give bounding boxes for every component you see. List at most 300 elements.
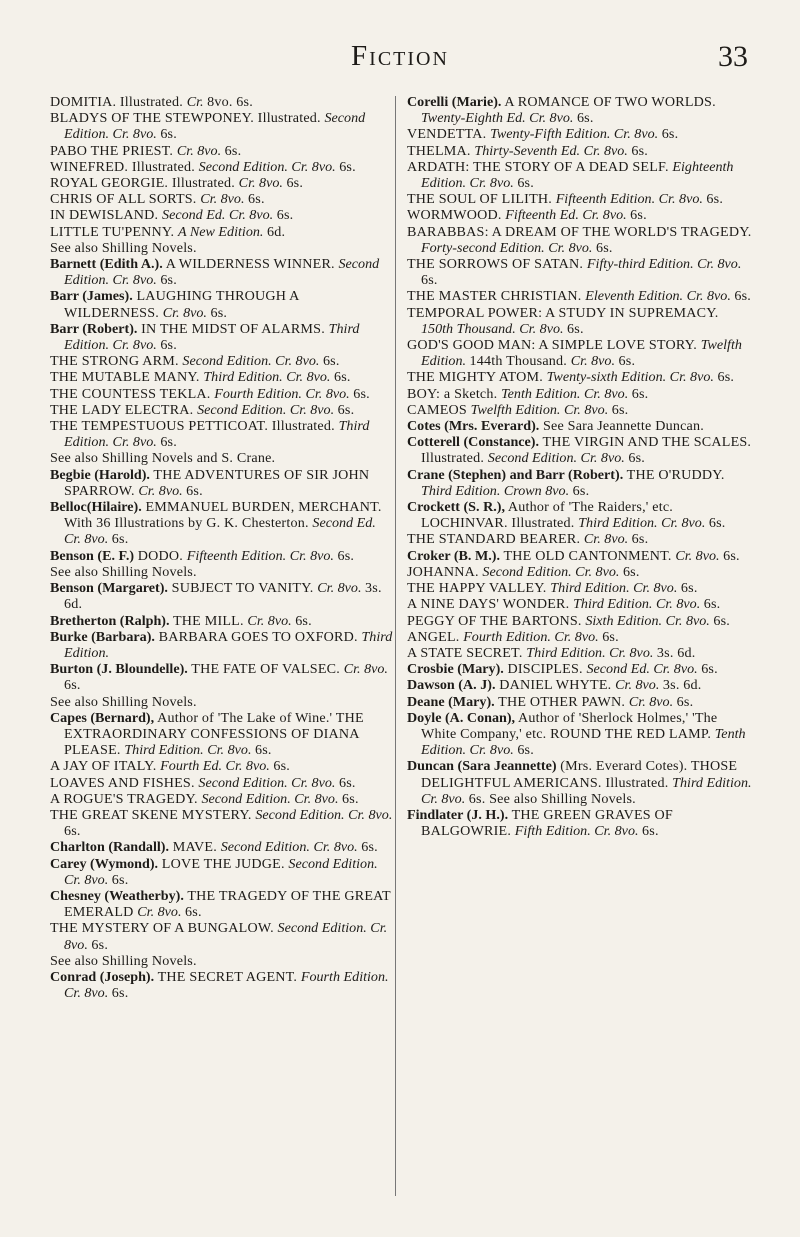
entry-text: BLADYS OF THE STEWPONEY. Illustrated. — [50, 110, 325, 127]
catalogue-entry — [50, 386, 395, 402]
entry-text: DODO. — [134, 547, 187, 564]
entry-text: See also Shilling Novels. — [50, 563, 197, 580]
catalogue-entry — [50, 775, 395, 791]
edition-info: Fourth Ed. Cr. 8vo. — [160, 758, 274, 775]
catalogue-entry — [407, 207, 752, 223]
right-column — [407, 94, 752, 839]
author-name: Barr (Robert). — [50, 320, 138, 337]
entry-text: 6s. — [421, 272, 438, 289]
catalogue-entry — [407, 369, 752, 385]
edition-info: Fifteenth Edition. Cr. 8vo. — [555, 191, 707, 208]
edition-info: Second Edition. Cr. 8vo. — [482, 563, 623, 580]
entry-text: 6s. — [248, 191, 265, 208]
entry-text: 6s. — [611, 401, 629, 418]
entry-text: Author of 'The Lake of Wine.' THE EXTRAORDINARY CONFESSIONS OF DIANA PLEASE. — [64, 709, 364, 759]
entry-text: SUBJECT TO VANITY. — [167, 580, 318, 597]
catalogue-entry — [407, 337, 752, 369]
entry-text: 6s. — [622, 563, 640, 580]
author-name: Charlton (Randall). — [50, 839, 170, 856]
edition-info: Second Edition. Cr. 8vo. — [64, 110, 366, 143]
edition-info: Third Edition. Cr. 8vo. — [573, 596, 704, 613]
entry-text: 6s. — [703, 596, 721, 613]
edition-info: Twelfth Edition. Cr. 8vo. — [470, 401, 612, 418]
catalogue-entry — [407, 694, 752, 710]
entry-text: 6s. — [111, 871, 129, 888]
entry-text: THE O'RUDDY. — [623, 466, 725, 483]
edition-info: Second Edition. Cr. 8vo. — [255, 806, 393, 823]
entry-text: DISCIPLES. — [503, 661, 587, 678]
catalogue-entry — [50, 418, 395, 450]
entry-text: 6s. — [210, 304, 228, 321]
edition-info: Third Edition. Cr. 8vo. — [526, 644, 657, 661]
author-name: Chesney (Weatherby). — [50, 887, 184, 904]
entry-text: See Sara Jeannette Duncan. — [539, 418, 704, 435]
edition-info: Cr. 8vo. — [162, 304, 211, 321]
edition-info: Second Ed. Cr. 8vo. — [64, 515, 376, 548]
catalogue-entry — [407, 467, 752, 499]
edition-info: Third Edition. Cr. 8vo. — [421, 774, 752, 807]
entry-text: 6s. — [723, 547, 740, 564]
edition-info: Cr. 8vo. — [176, 142, 225, 159]
catalogue-entry — [407, 402, 752, 418]
catalogue-entry — [50, 353, 395, 369]
entry-text: THE SECRET AGENT. — [154, 968, 301, 985]
catalogue-entry — [407, 256, 752, 288]
entry-text: THE SORROWS OF SATAN. — [407, 256, 587, 273]
catalogue-entry — [50, 143, 395, 159]
author-name: Dawson (A. J). — [407, 677, 496, 694]
entry-text: TEMPORAL POWER: A STUDY IN SUPREMACY. — [407, 304, 719, 321]
entry-text: 6s. — [255, 742, 272, 759]
entry-text: 6s. — [576, 110, 594, 127]
entry-text: See also Shilling Novels and S. Crane. — [50, 450, 276, 467]
catalogue-entry — [50, 548, 395, 564]
catalogue-entry — [407, 807, 752, 839]
entry-text: THE HAPPY VALLEY. — [407, 580, 551, 597]
entry-text: A WILDERNESS WINNER. — [162, 256, 339, 273]
entry-text: 6s. — [342, 790, 359, 807]
author-name: Burke (Barbara). — [50, 628, 155, 645]
catalogue-entry — [407, 143, 752, 159]
edition-info: A New Edition. — [177, 223, 267, 240]
entry-text: THE STRONG ARM. — [50, 353, 183, 370]
entry-text: IN THE MIDST OF ALARMS. — [137, 320, 329, 337]
entry-text: 6s. — [572, 482, 590, 499]
catalogue-entry — [407, 434, 752, 466]
edition-info: Cr. 8vo. — [247, 612, 296, 629]
author-name: Crane (Stephen) and Barr (Robert). — [407, 466, 624, 483]
entry-text: 6s. — [160, 434, 177, 451]
entry-text: BARABBAS: A DREAM OF THE WORLD'S TRAGEDY. — [407, 223, 752, 240]
entry-text: 6s. — [353, 385, 370, 402]
entry-text: CHRIS OF ALL SORTS. — [50, 191, 201, 208]
entry-text: THE TEMPESTUOUS PETTICOAT. Illustrated. — [50, 418, 339, 435]
catalogue-entry — [407, 613, 752, 629]
edition-info: Twenty-Eighth Ed. Cr. 8vo. — [421, 110, 577, 127]
entry-text: THE COUNTESS TEKLA. — [50, 385, 215, 402]
entry-text: 6s. — [631, 385, 649, 402]
edition-info: Cr. 8vo. — [343, 661, 388, 678]
author-name: Crosbie (Mary). — [407, 661, 504, 678]
edition-info: Third Edition. Cr. 8vo. — [64, 418, 370, 451]
entry-text: 6s. — [517, 175, 534, 192]
entry-text: JOHANNA. — [407, 563, 483, 580]
entry-text: 6s. — [680, 580, 698, 597]
catalogue-entry — [50, 661, 395, 693]
entry-text: LITTLE TU'PENNY. — [50, 223, 178, 240]
entry-text: 6s. — [322, 353, 340, 370]
entry-text: 6s. — [186, 482, 203, 499]
entry-text: 6s. — [337, 401, 355, 418]
catalogue-entry — [407, 191, 752, 207]
edition-info: Thirty-Seventh Ed. Cr. 8vo. — [474, 142, 632, 159]
edition-info: Second Edition. Cr. 8vo. — [182, 353, 323, 370]
entry-text: PABO THE PRIEST. — [50, 142, 177, 159]
edition-info: Cr. 8vo. — [138, 482, 187, 499]
edition-info: Fifty-third Edition. Cr. 8vo. — [586, 256, 742, 273]
catalogue-entry — [50, 450, 395, 466]
page-header — [0, 40, 800, 84]
entry-text: LOAVES AND FISHES. — [50, 774, 199, 791]
author-name: Corelli (Marie). — [407, 94, 502, 110]
author-name: Findlater (J. H.). — [407, 806, 509, 823]
edition-info: Second Edition. Cr. 8vo. — [64, 855, 378, 888]
entry-text: (Mrs. Everard Cotes). THOSE DELIGHTFUL AMERICANS. Illustrated. — [421, 758, 738, 791]
edition-info: Cr. 8vo. — [238, 175, 287, 192]
author-name: Barr (James). — [50, 288, 133, 305]
entry-text: 6s. — [567, 320, 584, 337]
entry-text: 6s. — [185, 904, 202, 921]
edition-info: Second Ed. Cr. 8vo. — [586, 661, 702, 678]
catalogue-entry — [407, 580, 752, 596]
entry-text: LAUGHING THROUGH A WILDERNESS. — [64, 288, 299, 321]
edition-info: Third Edition. — [64, 628, 393, 661]
entry-text: THE MILL. — [169, 612, 248, 629]
entry-text: A ROGUE'S TRAGEDY. — [50, 790, 202, 807]
catalogue-entry — [407, 159, 752, 191]
entry-text: 6s. — [160, 272, 177, 289]
entry-text: 6s. — [111, 531, 129, 548]
edition-info: Tenth Edition. Cr. 8vo. — [501, 385, 632, 402]
edition-info: Cr. 8vo. — [583, 531, 632, 548]
catalogue-entry — [50, 191, 395, 207]
catalogue-entry — [407, 629, 752, 645]
entry-text: 6s. — [661, 126, 679, 143]
catalogue-entry — [50, 467, 395, 499]
author-name: Burton (J. Bloundelle). — [50, 661, 188, 678]
entry-text: THE OTHER PAWN. — [494, 693, 629, 710]
catalogue-entry — [50, 839, 395, 855]
entry-text: THE MUTABLE MANY. — [50, 369, 204, 386]
catalogue-entry — [50, 758, 395, 774]
entry-text: 6s. — [713, 612, 730, 629]
entry-text: THE STANDARD BEARER. — [407, 531, 584, 548]
edition-info: Cr. 8vo. — [137, 904, 186, 921]
entry-text: A ROMANCE OF TWO WORLDS. — [501, 94, 716, 110]
entry-text: THE LADY ELECTRA. — [50, 401, 198, 418]
edition-info: Eleventh Edition. Cr. 8vo. — [585, 288, 735, 305]
edition-info: Second Edition. Cr. 8vo. — [487, 450, 629, 467]
catalogue-entry — [50, 110, 395, 142]
edition-info: Third Edition. Cr. 8vo. — [64, 320, 360, 354]
author-name: Benson (E. F.) — [50, 547, 135, 564]
entry-text: Author of 'The Raiders,' etc. LOCHINVAR. Illustrated. — [421, 499, 674, 532]
entry-text: A JAY OF ITALY. — [50, 758, 161, 775]
edition-info: 150th Thousand. Cr. 8vo. — [421, 320, 568, 337]
entry-text: 6s. — [517, 742, 534, 759]
entry-text: 6s. — [618, 353, 636, 370]
entry-text: 6s. — [361, 839, 378, 856]
catalogue-entry — [50, 629, 395, 661]
edition-info: Second Edition. Cr. 8vo. — [220, 839, 362, 856]
catalogue-entry — [407, 564, 752, 580]
entry-text: A STATE SECRET. — [407, 644, 527, 661]
author-name: Croker (B. M.). — [407, 547, 501, 564]
catalogue-entry — [50, 402, 395, 418]
edition-info: Cr. — [186, 94, 208, 110]
catalogue-entry — [407, 548, 752, 564]
catalogue-entry — [50, 580, 395, 612]
entry-text: DOMITIA. Illustrated. — [50, 94, 187, 110]
entry-text: 6s. — [717, 369, 735, 386]
page-number: 33 — [718, 40, 748, 73]
catalogue-entry — [407, 305, 752, 337]
entry-text: See also Shilling Novels. — [50, 952, 197, 969]
catalogue-entry — [407, 677, 752, 693]
entry-text: 6s. — [337, 547, 355, 564]
edition-info: Fourth Edition. Cr. 8vo. — [64, 968, 389, 1002]
catalogue-entry — [50, 969, 395, 1001]
catalogue-entry — [50, 920, 395, 952]
catalogue-entry — [50, 613, 395, 629]
edition-info: Second Ed. Cr. 8vo. — [162, 207, 277, 224]
author-name: Benson (Margaret). — [50, 580, 168, 597]
entry-text: IN DEWISLAND. — [50, 207, 163, 224]
entry-text: WORMWOOD. — [407, 207, 506, 224]
entry-text: GOD'S GOOD MAN: A SIMPLE LOVE STORY. — [407, 337, 701, 354]
catalogue-entry — [50, 207, 395, 223]
entry-text: ROYAL GEORGIE. Illustrated. — [50, 175, 239, 192]
entry-text: 6s. — [333, 369, 351, 386]
edition-info: Second Edition. Cr. 8vo. — [198, 774, 339, 791]
edition-info: Second Edition. Cr. 8vo. — [198, 158, 340, 175]
entry-text: ARDATH: THE STORY OF A DEAD SELF. — [407, 158, 673, 175]
author-name: Barnett (Edith A.). — [50, 256, 163, 273]
entry-text: 6s. — [708, 515, 726, 532]
entry-text: 6s. — [160, 126, 177, 143]
entry-text: EMMANUEL BURDEN, MERCHANT. With 36 Illustrations by G. K. Chesterton. — [64, 499, 382, 532]
entry-text: Author of 'Sherlock Holmes,' 'The White Company,' etc. ROUND THE RED LAMP. — [421, 709, 718, 742]
entry-text: 6s. — [224, 142, 242, 159]
catalogue-entry — [50, 224, 395, 240]
entry-text: THE GREEN GRAVES OF BALGOWRIE. — [421, 806, 673, 840]
edition-info: Cr. 8vo. — [615, 677, 663, 694]
catalogue-entry — [50, 288, 395, 320]
entry-text: THE MASTER CHRISTIAN. — [407, 288, 586, 305]
entry-text: THE SOUL OF LILITH. — [407, 191, 556, 208]
entry-text: THE MIGHTY ATOM. — [407, 369, 547, 386]
catalogue-entry — [407, 661, 752, 677]
entry-text: BARBARA GOES TO OXFORD. — [154, 628, 362, 645]
catalogue-entry — [407, 224, 752, 256]
entry-text: 6s. See also Shilling Novels. — [468, 790, 636, 807]
edition-info: Cr. 8vo. — [628, 693, 677, 710]
catalogue-entry — [50, 888, 395, 920]
entry-text: 6s. — [631, 531, 649, 548]
entry-text: A NINE DAYS' WONDER. — [407, 596, 574, 613]
edition-info: Second Edition. Cr. 8vo. — [197, 401, 338, 418]
catalogue-entry — [50, 321, 395, 353]
entry-text: 3s. 6d. — [656, 644, 696, 661]
catalogue-entry — [407, 710, 752, 759]
edition-info: Second Edition. Cr. 8vo. — [64, 256, 380, 289]
entry-text: See also Shilling Novels. — [50, 693, 197, 710]
catalogue-entry — [50, 856, 395, 888]
entry-text: 3s. 6d. — [662, 677, 702, 694]
catalogue-entry — [407, 645, 752, 661]
catalogue-entry — [50, 953, 395, 969]
edition-info: Cr. 8vo. — [317, 580, 366, 597]
catalogue-entry — [50, 159, 395, 175]
author-name: Duncan (Sara Jeannette) — [407, 758, 557, 775]
entry-text: 6s. — [602, 628, 619, 645]
author-name: Capes (Bernard), — [50, 709, 155, 726]
edition-info: Fifteenth Edition. Cr. 8vo. — [186, 547, 338, 564]
entry-text: MAVE. — [169, 839, 221, 856]
edition-info: Fifteenth Ed. Cr. 8vo. — [505, 207, 631, 224]
author-name: Cotterell (Constance). — [407, 434, 540, 451]
entry-text: CAMEOS — [407, 401, 471, 418]
author-name: Cotes (Mrs. Everard). — [407, 418, 540, 435]
edition-info: Cr. 8vo. — [200, 191, 249, 208]
entry-text: THELMA. — [407, 142, 475, 159]
author-name: Carey (Wymond). — [50, 855, 159, 872]
entry-text: WINEFRED. Illustrated. — [50, 158, 199, 175]
author-name: Deane (Mary). — [407, 693, 495, 710]
catalogue-entry — [407, 386, 752, 402]
edition-info: Third Edition. Cr. 8vo. — [550, 580, 681, 597]
author-name: Doyle (A. Conan), — [407, 709, 516, 726]
catalogue-entry — [407, 126, 752, 142]
entry-text: 6s. — [676, 693, 694, 710]
entry-text: 6s. — [706, 191, 724, 208]
entry-text: 6s. — [64, 823, 81, 840]
entry-text: 3s. 6d. — [64, 580, 382, 613]
edition-info: Third Edition. Crown 8vo. — [421, 482, 573, 499]
entry-text: 6s. — [286, 175, 304, 192]
catalogue-entry — [50, 694, 395, 710]
edition-info: Fourth Edition. Cr. 8vo. — [214, 385, 354, 402]
edition-info: Sixth Edition. Cr. 8vo. — [585, 612, 714, 629]
edition-info: Cr. 8vo. — [570, 353, 619, 370]
entry-text: PEGGY OF THE BARTONS. — [407, 612, 586, 629]
catalogue-entry — [407, 499, 752, 531]
entry-text: THE TRAGEDY OF THE GREAT EMERALD — [64, 887, 391, 921]
edition-info: Fifth Edition. Cr. 8vo. — [514, 823, 643, 840]
catalogue-entry — [407, 418, 752, 434]
entry-text: 6s. — [595, 239, 613, 256]
edition-info: Forty-second Edition. Cr. 8vo. — [421, 239, 596, 256]
edition-info: Third Edition. Cr. 8vo. — [203, 369, 334, 386]
author-name: Belloc(Hilaire). — [50, 499, 142, 516]
entry-text: 6s. — [111, 985, 129, 1002]
entry-text: THE VIRGIN AND THE SCALES. Illustrated. — [421, 434, 752, 467]
edition-info: Twelfth Edition. — [421, 337, 742, 370]
catalogue-entry — [407, 531, 752, 547]
entry-text: 6s. — [631, 142, 648, 159]
author-name: Bretherton (Ralph). — [50, 612, 170, 629]
entry-text: THE ADVENTURES OF SIR JOHN SPARROW. — [64, 466, 370, 499]
entry-text: 6s. — [273, 758, 290, 775]
entry-text: BOY: a Sketch. — [407, 385, 502, 402]
catalogue-entry — [50, 564, 395, 580]
entry-text: THE GREAT SKENE MYSTERY. — [50, 806, 256, 823]
entry-text: DANIEL WHYTE. — [495, 677, 616, 694]
author-name: Crockett (S. R.), — [407, 499, 505, 516]
catalogue-entry — [50, 175, 395, 191]
entry-text: 6d. — [266, 223, 286, 240]
entry-text: THE OLD CANTONMENT. — [500, 547, 676, 564]
entry-text: 6s. — [628, 450, 645, 467]
entry-text: See also Shilling Novels. — [50, 239, 197, 256]
edition-info: Fourth Edition. Cr. 8vo. — [463, 628, 603, 645]
edition-info: Twenty-sixth Edition. Cr. 8vo. — [546, 369, 718, 386]
entry-text: 6s. — [339, 158, 356, 175]
author-name: Begbie (Harold). — [50, 466, 150, 483]
entry-text: VENDETTA. — [407, 126, 491, 143]
entry-text: 6s. — [295, 612, 312, 629]
edition-info: Second Edition. Cr. 8vo. — [201, 790, 343, 807]
edition-info: Tenth Edition. Cr. 8vo. — [421, 725, 746, 759]
edition-info: Twenty-Fifth Edition. Cr. 8vo. — [490, 126, 662, 143]
entry-text: 8vo. 6s. — [207, 94, 253, 110]
entry-text: THE MYSTERY OF A BUNGALOW. — [50, 920, 278, 937]
catalogue-entry — [50, 710, 395, 759]
left-column — [50, 94, 395, 1001]
catalogue-entry — [50, 94, 395, 110]
entry-text: 6s. — [64, 677, 81, 694]
catalogue-entry — [50, 499, 395, 548]
edition-info: Second Edition. Cr. 8vo. — [64, 920, 388, 953]
edition-info: Third Edition. Cr. 8vo. — [578, 515, 709, 532]
catalogue-entry — [50, 240, 395, 256]
catalogue-entry — [407, 288, 752, 304]
running-head: Fiction — [351, 40, 449, 72]
catalogue-entry — [407, 596, 752, 612]
edition-info: Third Edition. Cr. 8vo. — [124, 742, 255, 759]
entry-text: 6s. — [338, 774, 356, 791]
entry-text: 144th Thousand. — [469, 353, 571, 370]
entry-text: 6s. — [734, 288, 752, 305]
catalogue-entry — [407, 758, 752, 807]
entry-text: 6s. — [276, 207, 294, 224]
edition-info: Eighteenth Edition. Cr. 8vo. — [421, 158, 734, 192]
entry-text: 6s. — [701, 661, 718, 678]
entry-text: LOVE THE JUDGE. — [158, 855, 289, 872]
entry-text: 6s. — [160, 337, 177, 354]
catalogue-entry — [50, 369, 395, 385]
entry-text: ANGEL. — [407, 628, 464, 645]
entry-text: 6s. — [630, 207, 647, 224]
entry-text: 6s. — [642, 823, 659, 840]
entry-text: THE FATE OF VALSEC. — [187, 661, 344, 678]
column-divider — [395, 96, 396, 1196]
edition-info: Cr. 8vo. — [675, 547, 724, 564]
catalogue-entry — [50, 256, 395, 288]
catalogue-entry — [50, 791, 395, 807]
catalogue-entry — [407, 94, 752, 126]
catalogue-entry — [50, 807, 395, 839]
